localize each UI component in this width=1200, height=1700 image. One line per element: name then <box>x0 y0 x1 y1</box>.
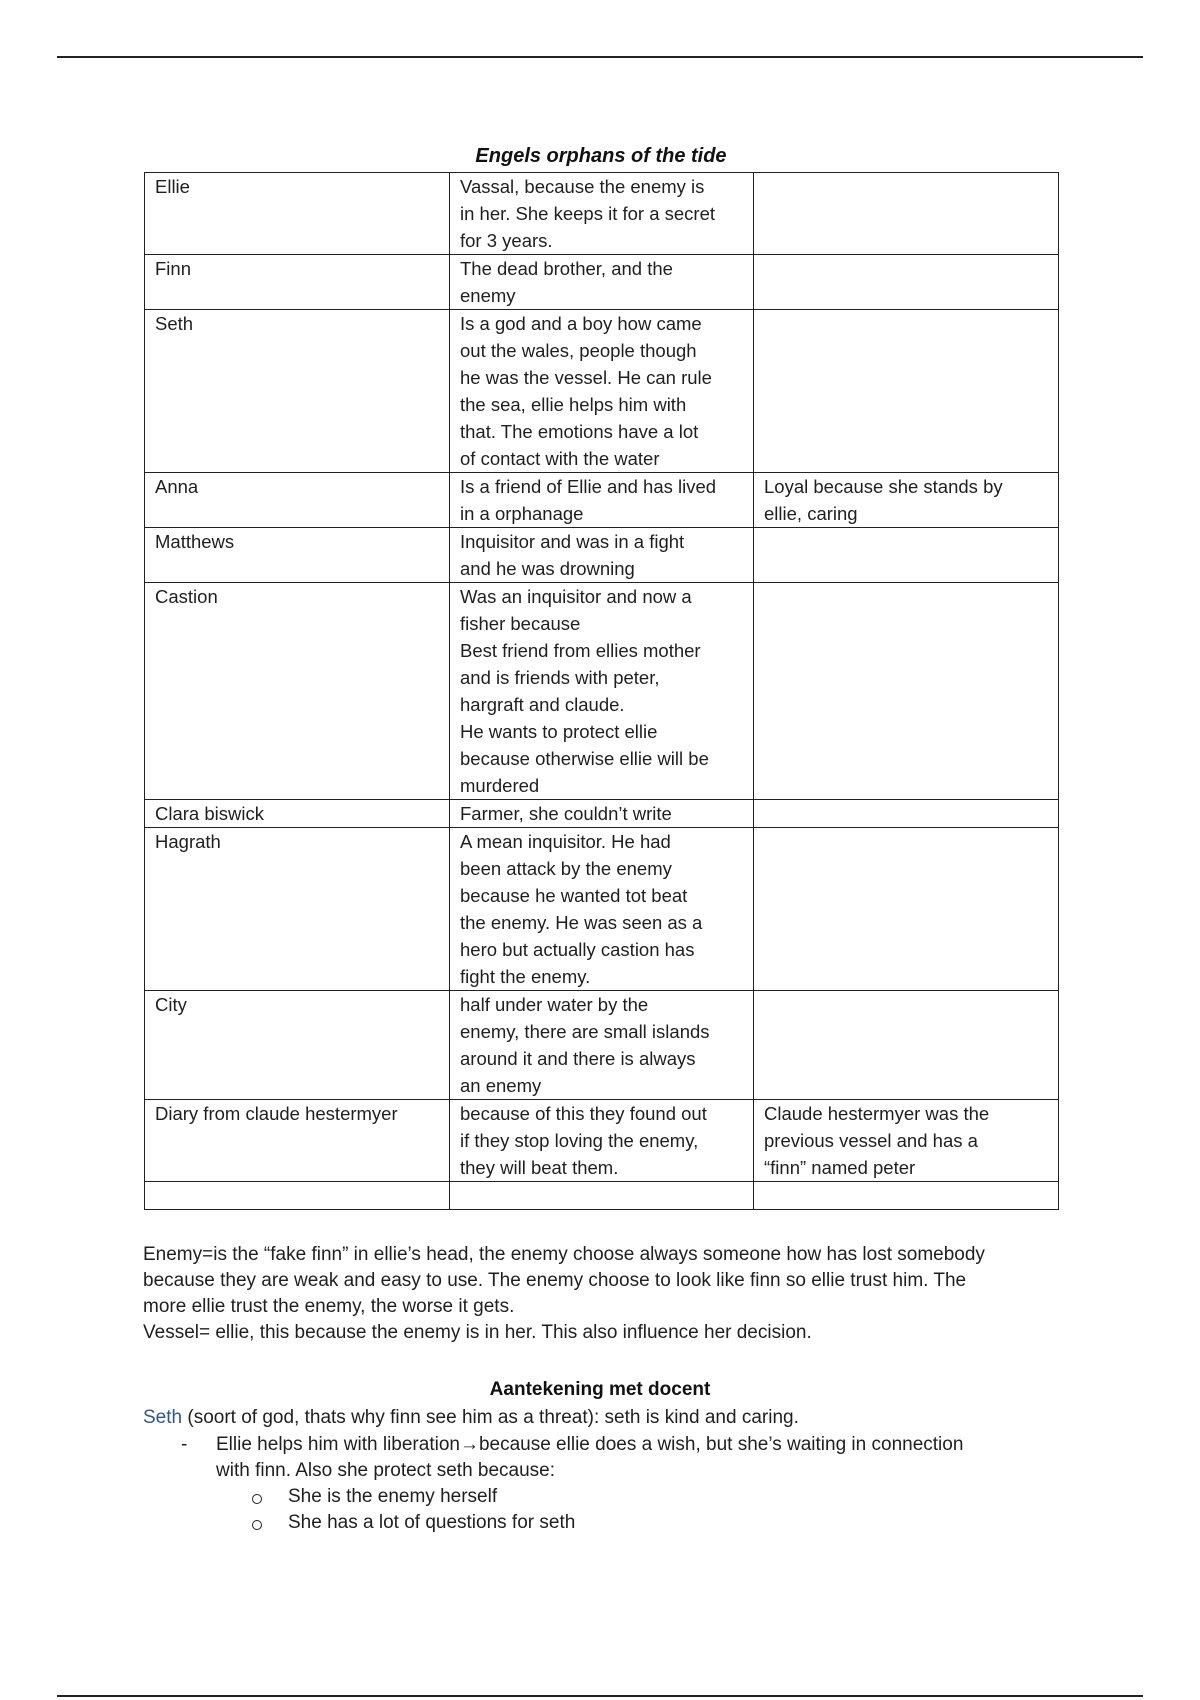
description-cell <box>450 991 754 1100</box>
table-row <box>145 1100 1059 1182</box>
character-name: Diary from claude hestermyer <box>155 1103 398 1124</box>
table-row <box>145 173 1059 255</box>
extra-cell <box>754 173 1059 255</box>
character-name: Castion <box>155 586 218 607</box>
enemy-definition <box>143 1242 1093 1320</box>
extra-cell <box>754 528 1059 583</box>
description-cell-line: Farmer, she couldn’t write <box>460 803 672 824</box>
character-name: City <box>155 994 187 1015</box>
character-name-cell <box>145 473 450 528</box>
circle-bullet-icon <box>252 1520 262 1530</box>
description-cell-line: that. The emotions have a lot <box>460 421 699 442</box>
document-title: Engels orphans of the tide <box>475 145 727 167</box>
character-name: Finn <box>155 258 191 279</box>
description-cell <box>450 800 754 828</box>
character-name-cell <box>145 528 450 583</box>
description-cell-line: because he wanted tot beat <box>460 885 688 906</box>
sub-list-item-text: She has a lot of questions for seth <box>288 1512 576 1533</box>
description-cell-line: they will beat them. <box>460 1157 619 1178</box>
description-cell <box>450 528 754 583</box>
character-name: Anna <box>155 476 199 497</box>
description-cell-line: around it and there is always <box>460 1048 696 1069</box>
character-name: Seth <box>155 313 194 334</box>
description-cell <box>450 583 754 800</box>
description-cell-line: in her. She keeps it for a secret <box>460 203 716 224</box>
teacher-notes <box>143 1405 1093 1536</box>
enemy-line: Enemy=is the “fake finn” in ellie’s head, the enemy choose always someone how has lost somebody <box>143 1244 985 1265</box>
enemy-line: because they are weak and easy to use. The enemy choose to look like finn so ellie trust him. The <box>143 1270 967 1291</box>
description-cell-line: fight the enemy. <box>460 966 591 987</box>
description-cell <box>450 473 754 528</box>
character-name-cell <box>145 583 450 800</box>
seth-name: Seth <box>143 1407 183 1428</box>
description-cell-line: for 3 years. <box>460 230 553 251</box>
seth-summary-text: (soort of god, thats why finn see him as a threat): seth is kind and caring. <box>182 1407 799 1428</box>
description-cell-line: A mean inquisitor. He had <box>460 831 671 852</box>
description-cell-line: of contact with the water <box>460 448 660 469</box>
table-row <box>145 800 1059 828</box>
table-row <box>145 583 1059 800</box>
description-cell-line: Inquisitor and was in a fight <box>460 531 685 552</box>
description-cell-line: Is a friend of Ellie and has lived <box>460 476 717 497</box>
table-row <box>145 473 1059 528</box>
table-row <box>145 991 1059 1100</box>
extra-cell-line: previous vessel and has a <box>764 1130 978 1151</box>
description-cell-line: The dead brother, and the <box>460 258 673 279</box>
table-row <box>145 528 1059 583</box>
description-cell <box>450 310 754 473</box>
teacher-notes-heading: Aantekening met docent <box>489 1379 711 1400</box>
description-cell-line: enemy, there are small islands <box>460 1021 710 1042</box>
vessel-definition: Vessel= ellie, this because the enemy is in her. This also influence her decision. <box>143 1322 812 1343</box>
description-cell-line: the sea, ellie helps him with <box>460 394 687 415</box>
list-item <box>143 1432 1093 1484</box>
empty-cell <box>145 1182 450 1210</box>
empty-cell <box>450 1182 754 1210</box>
extra-cell-line: “finn” named peter <box>764 1157 916 1178</box>
description-cell-line: Was an inquisitor and now a <box>460 586 692 607</box>
description-cell-line: hero but actually castion has <box>460 939 695 960</box>
extra-cell <box>754 583 1059 800</box>
table-row-empty <box>145 1182 1059 1210</box>
extra-cell-line: Claude hestermyer was the <box>764 1103 990 1124</box>
notes-section <box>143 1242 1093 1346</box>
description-cell-line: because of this they found out <box>460 1103 707 1124</box>
extra-cell <box>754 1100 1059 1182</box>
description-cell <box>450 828 754 991</box>
character-name-cell <box>145 828 450 991</box>
description-cell-line: half under water by the <box>460 994 649 1015</box>
sub-list-item-text: She is the enemy herself <box>288 1486 498 1507</box>
description-cell-line: been attack by the enemy <box>460 858 672 879</box>
extra-cell <box>754 310 1059 473</box>
description-cell-line: enemy <box>460 285 516 306</box>
character-name-cell <box>145 310 450 473</box>
extra-cell <box>754 991 1059 1100</box>
extra-cell <box>754 828 1059 991</box>
description-cell <box>450 173 754 255</box>
description-cell-line: out the wales, people though <box>460 340 697 361</box>
extra-cell <box>754 473 1059 528</box>
description-cell-line: and he was drowning <box>460 558 635 579</box>
description-cell-line: the enemy. He was seen as a <box>460 912 703 933</box>
description-cell <box>450 255 754 310</box>
dash-bullet: - <box>181 1434 188 1455</box>
empty-cell <box>754 1182 1059 1210</box>
extra-cell-line: ellie, caring <box>764 503 858 524</box>
description-cell-line: murdered <box>460 775 540 796</box>
description-cell-line: in a orphanage <box>460 503 584 524</box>
character-table-body <box>145 173 1059 1210</box>
description-cell-line: Best friend from ellies mother <box>460 640 701 661</box>
seth-summary <box>143 1405 1093 1431</box>
description-cell-line: he was the vessel. He can rule <box>460 367 712 388</box>
circle-bullet-icon <box>252 1494 262 1504</box>
table-row <box>145 828 1059 991</box>
description-cell-line: Vassal, because the enemy is <box>460 176 705 197</box>
sub-list-item <box>143 1510 1093 1536</box>
description-cell-line: and is friends with peter, <box>460 667 660 688</box>
description-cell-line: because otherwise ellie will be <box>460 748 709 769</box>
character-name-cell <box>145 255 450 310</box>
sub-list-item <box>143 1484 1093 1510</box>
description-cell-line: hargraft and claude. <box>460 694 625 715</box>
sub-list <box>143 1484 1093 1536</box>
table-row <box>145 310 1059 473</box>
description-cell-line: fisher because <box>460 613 581 634</box>
extra-cell <box>754 255 1059 310</box>
extra-cell-line: Loyal because she stands by <box>764 476 1003 497</box>
header-rule <box>57 56 1143 58</box>
footer-rule <box>57 1695 1143 1697</box>
character-name-cell <box>145 1100 450 1182</box>
character-name: Matthews <box>155 531 235 552</box>
description-cell-line: if they stop loving the enemy, <box>460 1130 699 1151</box>
description-cell-line: Is a god and a boy how came <box>460 313 702 334</box>
list-item-text: with finn. Also she protect seth because: <box>216 1460 556 1481</box>
character-name: Clara biswick <box>155 803 264 824</box>
character-name-cell <box>145 173 450 255</box>
character-name-cell <box>145 800 450 828</box>
description-cell <box>450 1100 754 1182</box>
enemy-line: more ellie trust the enemy, the worse it gets. <box>143 1296 515 1317</box>
list-item-text: Ellie helps him with liberation→because ellie does a wish, but she’s waiting in connection <box>216 1434 964 1455</box>
character-name-cell <box>145 991 450 1100</box>
table-row <box>145 255 1059 310</box>
character-name: Hagrath <box>155 831 221 852</box>
description-cell-line: He wants to protect ellie <box>460 721 658 742</box>
extra-cell <box>754 800 1059 828</box>
description-cell-line: an enemy <box>460 1075 542 1096</box>
character-table <box>144 172 1059 1210</box>
character-name: Ellie <box>155 176 190 197</box>
